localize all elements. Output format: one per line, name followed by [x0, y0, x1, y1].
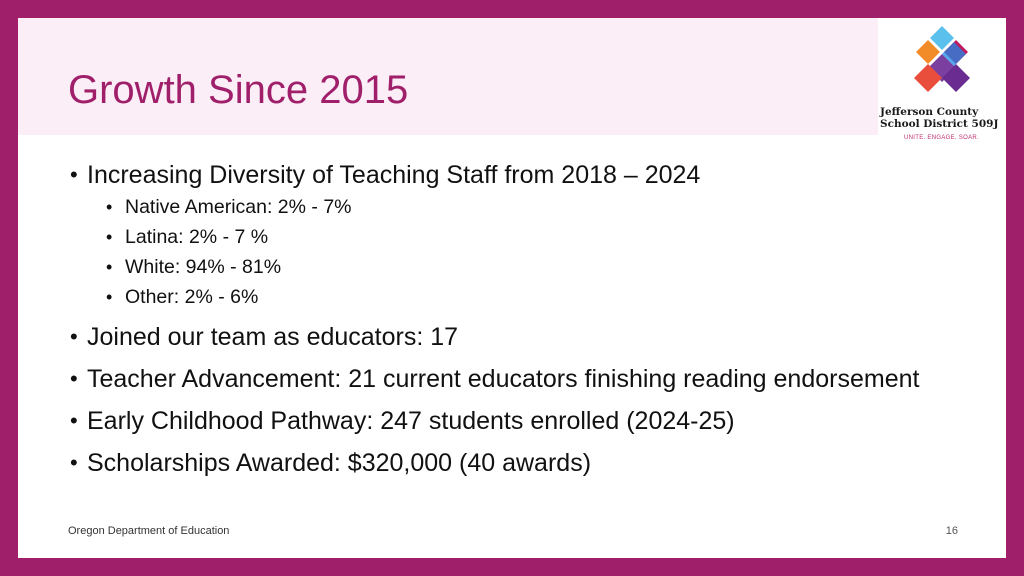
district-tagline: UNITE. ENGAGE. SOAR.: [904, 135, 980, 141]
bullet-early-childhood: • Early Childhood Pathway: 247 students enrolled (2024-25): [70, 404, 970, 438]
sub-bullet-latina: • Latina: 2% - 7 %: [106, 222, 970, 252]
district-name: [880, 106, 1006, 130]
district-name-line2: School District 509J: [880, 118, 999, 130]
slide: [18, 18, 1006, 558]
footer-text: Oregon Department of Education: [68, 525, 230, 537]
sub-bullet-native-american: • Native American: 2% - 7%: [106, 192, 970, 222]
bullet-advancement: • Teacher Advancement: 21 current educators finishing reading endorsement: [70, 362, 970, 396]
bullet-joined: • Joined our team as educators: 17: [70, 320, 970, 354]
page-number: 16: [945, 525, 958, 537]
slide-title: Growth Since 2015: [68, 68, 409, 112]
sub-bullet-other: • Other: 2% - 6%: [106, 282, 970, 312]
district-name-line1: Jefferson County: [880, 106, 979, 118]
bullet-diversity: • Increasing Diversity of Teaching Staff from 2018 – 2024: [70, 158, 970, 192]
diamond-logo-icon: [906, 24, 978, 104]
district-logo: [878, 18, 1006, 144]
sub-bullet-white: • White: 94% - 81%: [106, 252, 970, 282]
bullet-list: [70, 158, 970, 480]
bullet-scholarships: • Scholarships Awarded: $320,000 (40 awards): [70, 446, 970, 480]
